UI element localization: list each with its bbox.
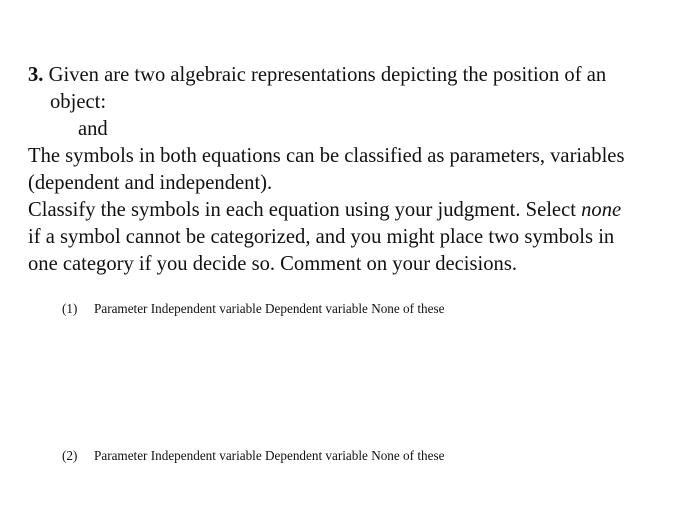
option-row-1 — [62, 301, 444, 317]
question-text-8: one category if you decide so. Comment on your decisions. — [28, 253, 517, 275]
option-dependent-variable[interactable]: Dependent variable — [265, 448, 368, 463]
question-line-6 — [28, 197, 693, 224]
question-block — [28, 62, 693, 278]
question-text-3: and — [78, 118, 108, 140]
question-text-5: (dependent and independent). — [28, 172, 273, 194]
question-text-2: object: — [50, 91, 107, 113]
option-independent-variable[interactable]: Independent variable — [150, 301, 262, 316]
option-none-of-these[interactable]: None of these — [371, 448, 445, 463]
option-row-2 — [62, 448, 444, 464]
option-parameter[interactable]: Parameter — [94, 448, 148, 463]
question-text-4: The symbols in both equations can be classified as parameters, variables — [28, 145, 625, 167]
question-line-1 — [28, 62, 693, 89]
question-emphasis-none: none — [581, 199, 622, 221]
question-text-6: Classify the symbols in each equation using your judgment. Select — [28, 199, 582, 221]
question-number: 3. — [28, 64, 44, 86]
option-number: (1) — [62, 301, 78, 316]
question-text-1: Given are two algebraic representations depicting the position of an — [48, 64, 607, 86]
option-number: (2) — [62, 448, 78, 463]
option-dependent-variable[interactable]: Dependent variable — [265, 301, 368, 316]
option-independent-variable[interactable]: Independent variable — [150, 448, 262, 463]
option-none-of-these[interactable]: None of these — [371, 301, 445, 316]
option-parameter[interactable]: Parameter — [94, 301, 148, 316]
question-text-7: if a symbol cannot be categorized, and you might place two symbols in — [28, 226, 615, 248]
